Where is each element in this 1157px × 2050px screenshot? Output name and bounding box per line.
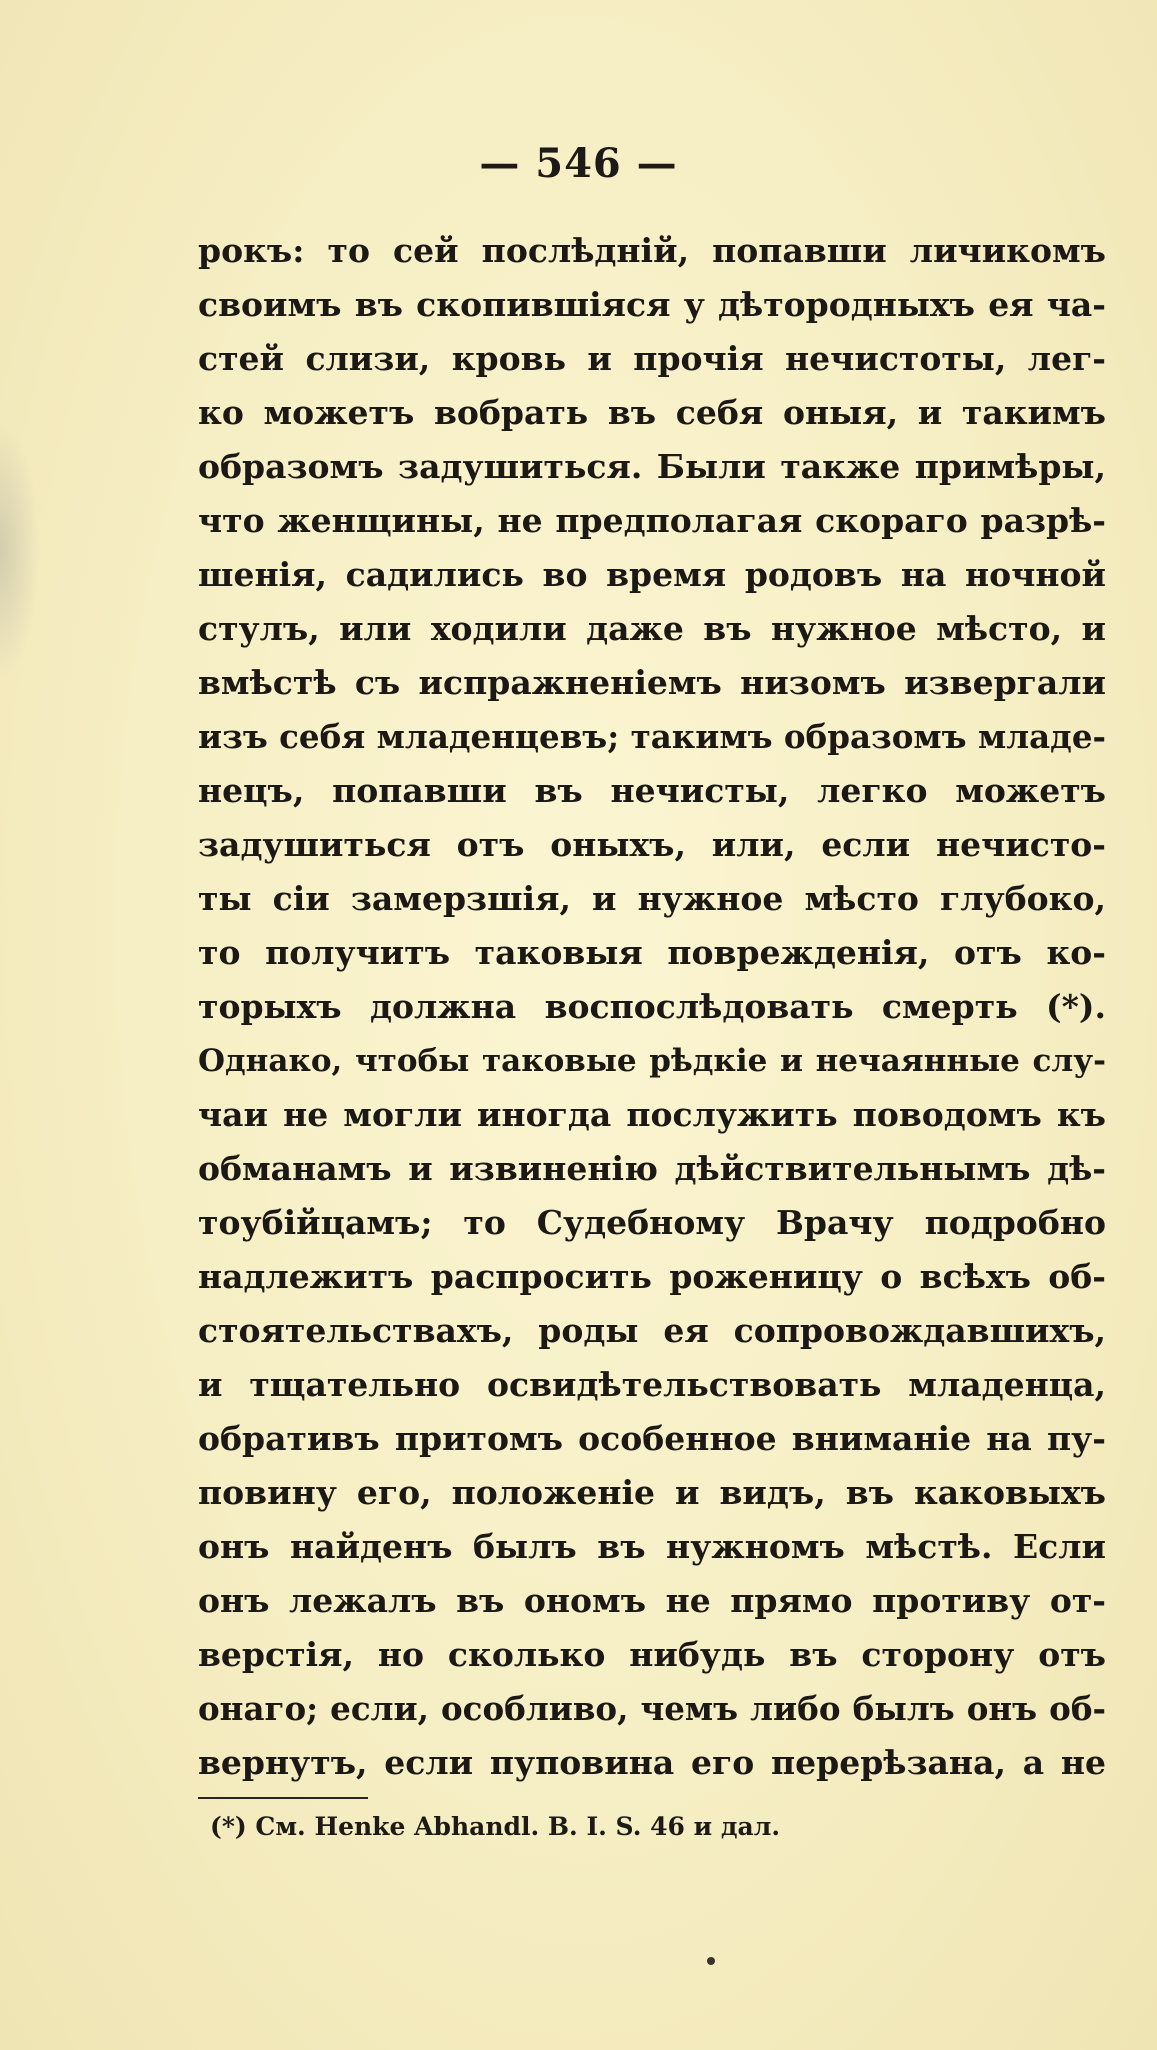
text-line: онаго; если, особливо, чемъ либо былъ онъ об- [198,1689,1106,1728]
text-line: изъ себя младенцевъ; такимъ образомъ младе- [198,717,1106,756]
page-number: — 546 — [479,140,678,187]
text-line: образомъ задушиться. Были также примѣры, [198,447,1106,486]
ink-speck [707,1957,715,1965]
text-line: онъ лежалъ въ ономъ не прямо противу от- [198,1581,1106,1620]
text-line: надлежитъ распросить роженицу о всѣхъ об- [198,1257,1106,1296]
text-line: и тщательно освидѣтельствовать младенца, [198,1365,1106,1404]
gutter-shadow [0,420,40,680]
text-line: ты сiи замерзшiя, и нужное мѣсто глубоко, [198,879,1106,918]
text-line: нецъ, попавши въ нечисты, легко можетъ [198,771,1106,810]
text-line: верстiя, но сколько нибудь въ сторону отъ [198,1635,1106,1674]
text-line: рокъ: то сей послѣднiй, попавши личикомъ [198,231,1106,270]
text-line: своимъ въ скопившiяся у дѣтородныхъ ея ча- [198,285,1106,324]
footnote-rule [198,1797,368,1799]
text-line: Однако, чтобы таковые рѣдкiе и нечаянные слу- [198,1043,1106,1079]
text-line: задушиться отъ оныхъ, или, если нечисто- [198,825,1106,864]
text-line: стоятельствахъ, роды ея сопровождавшихъ, [198,1311,1106,1350]
text-line: тоубiйцамъ; то Судебному Врачу подробно [198,1203,1106,1242]
text-line: онъ найденъ былъ въ нужномъ мѣстѣ. Если [198,1527,1106,1566]
text-line: повину его, положенiе и видъ, въ каковыхъ [198,1473,1106,1512]
text-line: обманамъ и извиненiю дѣйствительнымъ дѣ- [198,1149,1106,1188]
text-line: то получитъ таковыя поврежденiя, отъ ко- [198,933,1106,972]
text-line: чаи не могли иногда послужить поводомъ къ [198,1095,1106,1134]
text-line: вмѣстѣ съ испражненiемъ низомъ извергали [198,663,1106,702]
text-line: обративъ притомъ особенное вниманiе на пу- [198,1419,1106,1458]
text-line: что женщины, не предполагая скораго разрѣ- [198,501,1106,540]
text-line: стулъ, или ходили даже въ нужное мѣсто, и [198,609,1106,648]
text-line: вернутъ, если пуповина его перерѣзана, а не [198,1743,1106,1782]
text-line: шенiя, садились во время родовъ на ночной [198,555,1106,594]
body-text [198,224,1106,1790]
text-line: ко можетъ вобрать въ себя оныя, и такимъ [198,393,1106,432]
footnote: (*) См. Henke Abhandl. B. I. S. 46 и дал. [210,1812,781,1841]
text-line: стей слизи, кровь и прочiя нечистоты, лег- [198,339,1106,378]
text-line: торыхъ должна воспослѣдовать смерть (*). [198,987,1106,1026]
